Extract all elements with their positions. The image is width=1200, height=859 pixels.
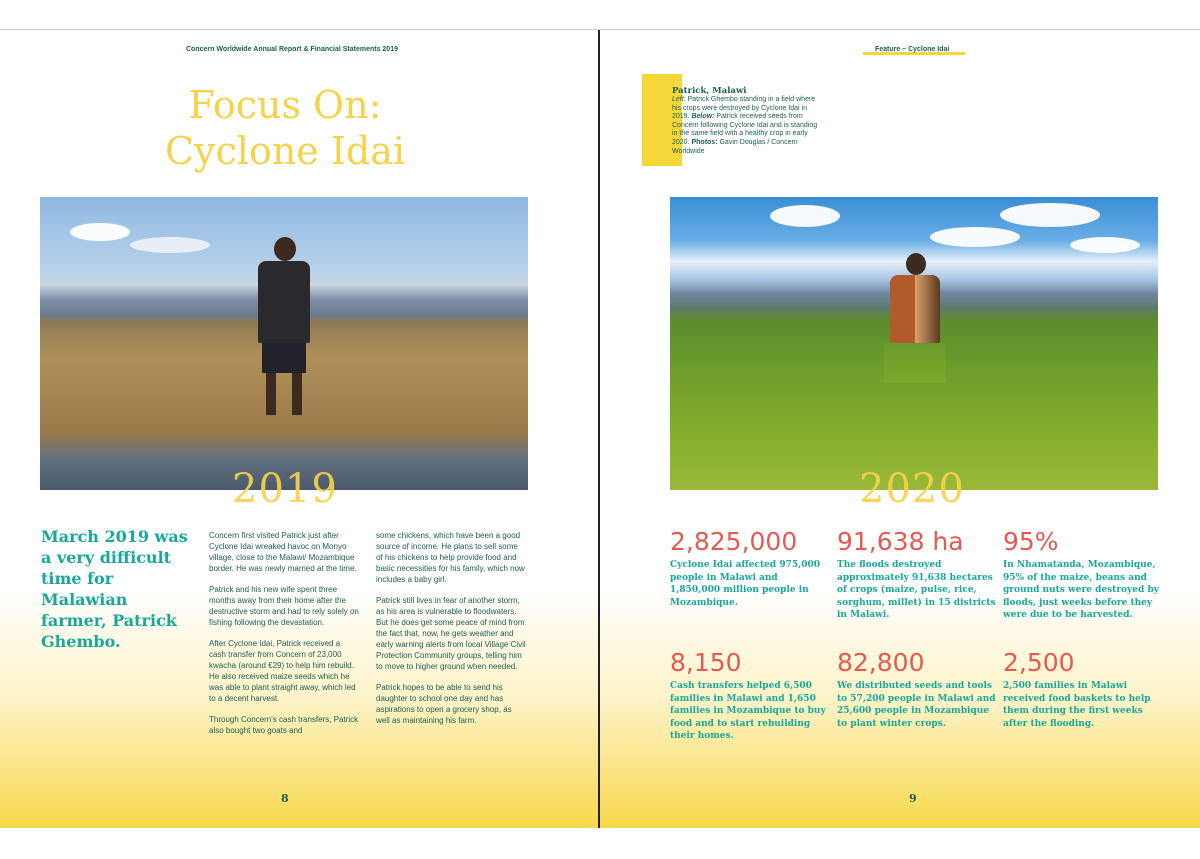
stat-block xyxy=(837,527,997,622)
cloud-shape xyxy=(1070,237,1140,253)
paragraph: some chickens, which have been a good source of income. He plans to sell some of his chickens to help provide food and basic necessities for his family, which now includes a baby girl. xyxy=(376,531,525,584)
right-page xyxy=(600,30,1200,828)
left-page xyxy=(0,30,599,828)
page-title xyxy=(140,82,430,174)
photo-patrick-2020 xyxy=(670,197,1158,490)
caption-label: Left: xyxy=(672,96,686,103)
caption-label: Below: xyxy=(691,113,715,121)
running-header: Concern Worldwide Annual Report & Financial Statements 2019 xyxy=(186,46,398,53)
stat-description: 2,500 families in Malawi received food baskets to help them during the first weeks after the flooding. xyxy=(1003,681,1151,729)
crop-foreground xyxy=(884,343,946,383)
title-line-1: Focus On: xyxy=(188,83,382,127)
stat-block xyxy=(1003,648,1163,730)
stat-number: 91,638 ha xyxy=(837,527,964,556)
stat-block xyxy=(670,648,830,743)
paragraph: Concern first visited Patrick just after Cyclone Idai wreaked havoc on Monyo village, close to the Malawi/ Mozambique border. He was newly married at the time. xyxy=(209,531,357,573)
caption-text: Patrick Ghembo standing in a field where his crops were destroyed by Cyclone Idai in 2019. xyxy=(672,96,816,121)
stat-description: In Nhamatanda, Mozambique, 95% of the maize, beans and ground nuts were destroyed by floods, just weeks before they were due to be harvested. xyxy=(1003,560,1159,620)
caption-title: Patrick, Malawi xyxy=(672,86,747,96)
stat-block xyxy=(837,648,997,730)
body-column-2 xyxy=(376,530,526,736)
page-number: 8 xyxy=(281,792,289,805)
year-label: 2020 xyxy=(859,466,965,512)
person-leg xyxy=(292,373,302,415)
stat-description: The floods destroyed approximately 91,638 hectares of crops (maize, pulse, rice, sorghum, millet) in 15 districts in Malawi. xyxy=(837,560,996,620)
person-leg xyxy=(266,373,276,415)
paragraph: After Cyclone Idai, Patrick received a cash transfer from Concern of 23,000 kwacha (around €29) to help him rebuild. He also received maize seeds which he was able to plant straight away, which led to a decent harvest. xyxy=(209,639,356,703)
paragraph: Patrick hopes to be able to send his daughter to school one day and has aspirations to open a grocery shop, as well as maintaining his farm. xyxy=(376,683,512,725)
caption-label: Photos: xyxy=(691,138,718,146)
stat-number: 95% xyxy=(1003,527,1059,556)
stat-number: 8,150 xyxy=(670,648,742,677)
cloud-shape xyxy=(130,237,210,253)
stat-number: 82,800 xyxy=(837,648,925,677)
person-shorts xyxy=(262,343,306,373)
stat-description: We distributed seeds and tools to 57,200 people in Malawi and 25,600 people in Mozambique to plant winter crops. xyxy=(837,681,996,729)
body-column-1 xyxy=(209,530,359,746)
title-line-2: Cyclone Idai xyxy=(164,129,406,173)
person-head xyxy=(274,237,296,261)
stat-number: 2,500 xyxy=(1003,648,1075,677)
running-header xyxy=(863,46,961,53)
cloud-shape xyxy=(930,227,1020,247)
cloud-shape xyxy=(1000,203,1100,227)
header-text: Feature – Cyclone Idai xyxy=(875,46,950,53)
stat-number: 2,825,000 xyxy=(670,527,798,556)
person-head xyxy=(906,253,926,275)
cloud-shape xyxy=(770,205,840,227)
photo-patrick-2019 xyxy=(40,197,528,490)
lead-text: March 2019 was a very difficult time for Malawian farmer, Patrick Ghembo. xyxy=(41,527,188,651)
person-shirt xyxy=(890,275,940,343)
caption-text: Gavin Douglas / Concern Worldwide xyxy=(672,138,798,155)
paragraph: Patrick still lives in fear of another storm, as his area is vulnerable to floodwaters. But he does get some peace of mind from the fact that, now, he gets weather and early warning alerts from local Village Civil Protection Community groups, telling him to move to higher ground when needed. xyxy=(376,596,526,671)
paragraph: Through Concern's cash transfers, Patrick also bought two goats and xyxy=(209,715,359,735)
stat-description: Cyclone Idai affected 975,000 people in Malawi and 1,850,000 million people in Mozambique. xyxy=(670,560,821,608)
stat-block xyxy=(1003,527,1163,622)
caption-text: Patrick received seeds from Concern following Cyclone Idai and is standing in the same field with a healthy crop in early 2020. xyxy=(672,113,818,146)
paragraph: Patrick and his new wife spent three months away from their home after the destructive storm and had to rely solely on fishing following the devastation. xyxy=(209,585,359,627)
stat-description: Cash transfers helped 6,500 families in Malawi and 1,650 families in Mozambique to buy food and to start rebuilding their homes. xyxy=(670,681,826,741)
page-number: 9 xyxy=(909,792,917,805)
person-shirt xyxy=(258,261,310,343)
year-label: 2019 xyxy=(232,466,338,512)
photo-caption xyxy=(672,86,822,156)
cloud-shape xyxy=(70,223,130,241)
stat-block xyxy=(670,527,830,609)
